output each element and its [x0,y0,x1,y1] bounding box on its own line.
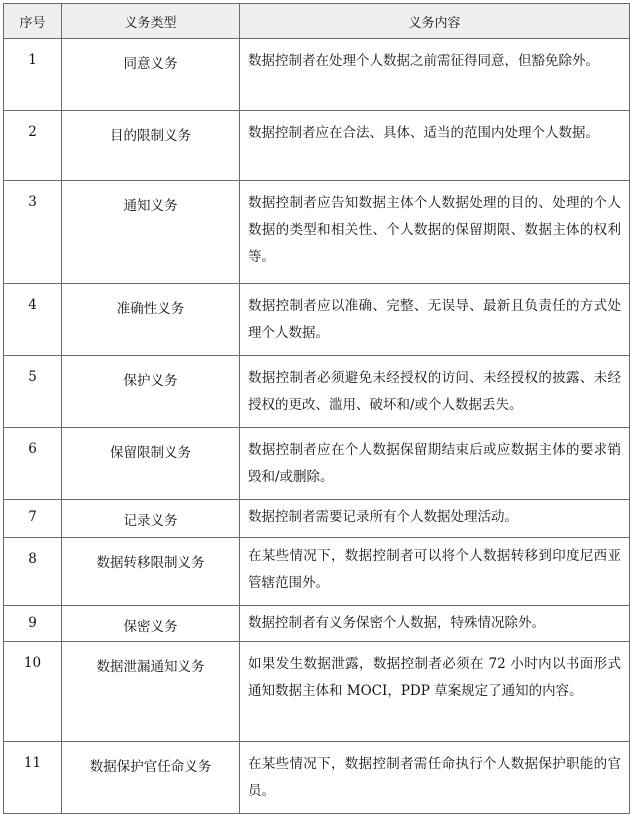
row-type: 数据泄漏通知义务 [62,642,240,742]
row-no: 10 [4,642,62,742]
table-row [4,500,630,538]
row-content: 在某些情况下，数据控制者需任命执行个人数据保护职能的官员。 [240,742,630,814]
row-content: 数据控制者应在合法、具体、适当的范围内处理个人数据。 [240,111,630,181]
table-row [4,356,630,428]
row-type: 同意义务 [62,39,240,111]
row-no: 4 [4,284,62,356]
row-no: 9 [4,606,62,642]
table-row [4,642,630,742]
obligations-table [3,3,630,814]
header-type: 义务类型 [62,4,240,39]
row-type: 准确性义务 [62,284,240,356]
table-row [4,606,630,642]
row-content: 数据控制者必须避免未经授权的访问、未经授权的披露、未经授权的更改、滥用、破坏和/或个人数据丢失。 [240,356,630,428]
row-content: 数据控制者需要记录所有个人数据处理活动。 [240,500,630,538]
row-type: 保密义务 [62,606,240,642]
header-content: 义务内容 [240,4,630,39]
row-no: 3 [4,181,62,284]
row-no: 6 [4,428,62,500]
row-content: 数据控制者有义务保密个人数据，特殊情况除外。 [240,606,630,642]
row-content: 数据控制者应告知数据主体个人数据处理的目的、处理的个人数据的类型和相关性、个人数据的保留期限、数据主体的权利等。 [240,181,630,284]
table-row [4,111,630,181]
row-type: 保护义务 [62,356,240,428]
row-content: 如果发生数据泄露，数据控制者必须在 72 小时内以书面形式通知数据主体和 MOCI，PDP 草案规定了通知的内容。 [240,642,630,742]
row-content: 数据控制者在处理个人数据之前需征得同意，但豁免除外。 [240,39,630,111]
table-row [4,284,630,356]
row-type: 数据转移限制义务 [62,538,240,606]
row-type: 保留限制义务 [62,428,240,500]
row-no: 7 [4,500,62,538]
table-row [4,538,630,606]
header-row [4,4,630,39]
table-row [4,742,630,814]
row-content: 数据控制者应以准确、完整、无误导、最新且负责任的方式处理个人数据。 [240,284,630,356]
row-content: 在某些情况下，数据控制者可以将个人数据转移到印度尼西亚管辖范围外。 [240,538,630,606]
header-no: 序号 [4,4,62,39]
row-no: 5 [4,356,62,428]
table-row [4,39,630,111]
row-type: 通知义务 [62,181,240,284]
row-content: 数据控制者应在个人数据保留期结束后或应数据主体的要求销毁和/或删除。 [240,428,630,500]
row-no: 11 [4,742,62,814]
row-no: 1 [4,39,62,111]
row-type: 数据保护官任命义务 [62,742,240,814]
row-type: 目的限制义务 [62,111,240,181]
row-no: 2 [4,111,62,181]
table-row [4,181,630,284]
row-type: 记录义务 [62,500,240,538]
row-no: 8 [4,538,62,606]
table-row [4,428,630,500]
